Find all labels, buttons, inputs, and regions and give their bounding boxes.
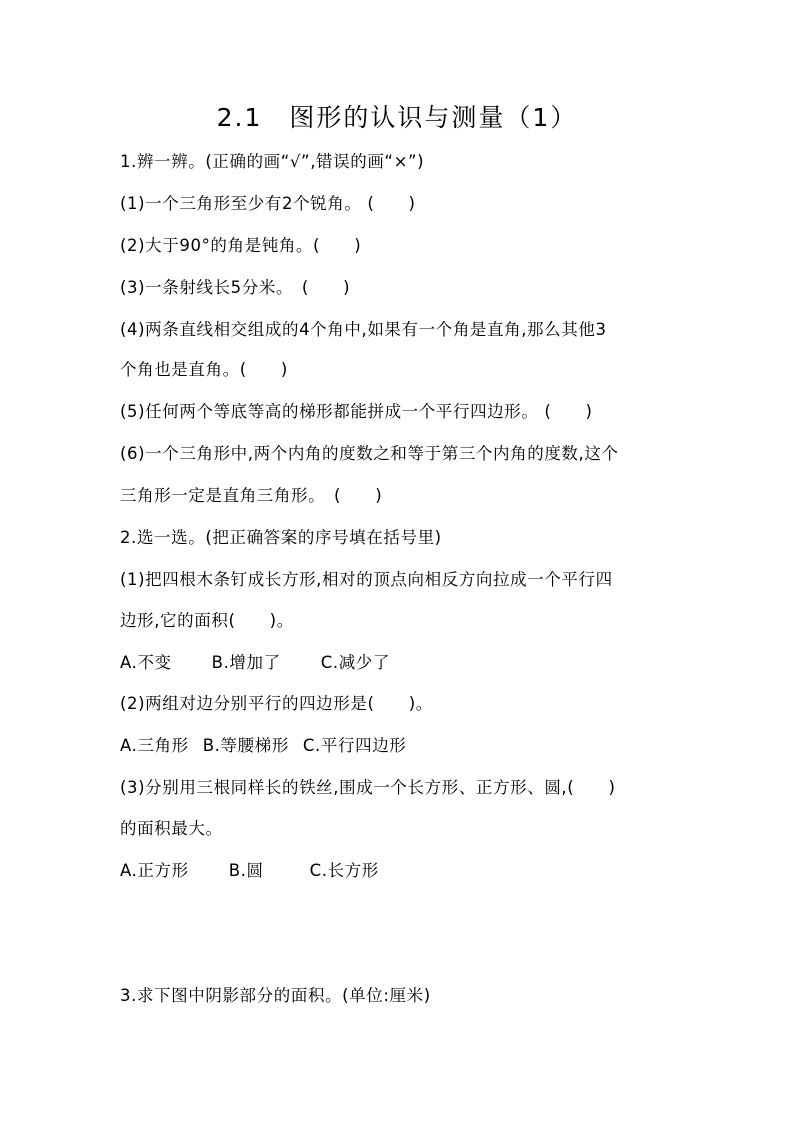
true-false-item-3: (3)一条射线长5分米。 ( ) xyxy=(120,278,351,297)
true-false-item-4-line2: 个角也是直角。( ) xyxy=(120,360,288,379)
choice-question-1-line1: (1)把四根木条钉成长方形,相对的顶点向相反方向拉成一个平行四 xyxy=(120,570,613,589)
choice-question-1-options xyxy=(120,649,680,673)
true-false-item-1: (1)一个三角形至少有2个锐角。 ( ) xyxy=(120,194,416,213)
option-b: B.圆 xyxy=(228,861,264,880)
option-c: C.平行四边形 xyxy=(302,736,407,755)
choice-question-3-options xyxy=(120,857,680,881)
option-a: A.不变 xyxy=(120,653,172,672)
true-false-item-2: (2)大于90°的角是钝角。( ) xyxy=(120,236,362,255)
option-b: B.增加了 xyxy=(211,653,281,672)
option-c: C.减少了 xyxy=(320,653,391,672)
section3-heading: 3.求下图中阴影部分的面积。(单位:厘米) xyxy=(120,986,431,1005)
choice-question-2: (2)两组对边分别平行的四边形是( )。 xyxy=(120,694,433,713)
option-c: C.长方形 xyxy=(309,861,379,880)
section2-heading: 2.选一选。(把正确答案的序号填在括号里) xyxy=(120,528,442,547)
choice-question-3-line2: 的面积最大。 xyxy=(120,819,223,838)
page-title: 2.1 图形的认识与测量（1） xyxy=(216,103,578,132)
true-false-item-4-line1: (4)两条直线相交组成的4个角中,如果有一个角是直角,那么其他3 xyxy=(120,320,607,339)
true-false-item-5: (5)任何两个等底等高的梯形都能拼成一个平行四边形。 ( ) xyxy=(120,402,593,421)
true-false-item-6-line1: (6)一个三角形中,两个内角的度数之和等于第三个内角的度数,这个 xyxy=(120,444,619,463)
choice-question-3-line1: (3)分别用三根同样长的铁丝,围成一个长方形、正方形、圆,( ) xyxy=(120,778,616,797)
option-a: A.三角形 xyxy=(120,736,189,755)
true-false-item-6-line2: 三角形一定是直角三角形。 ( ) xyxy=(120,486,383,505)
section1-heading: 1.辨一辨。(正确的画“√”,错误的画“×”) xyxy=(120,152,425,171)
choice-question-1-line2: 边形,它的面积( )。 xyxy=(120,611,294,630)
option-b: B.等腰梯形 xyxy=(202,736,289,755)
option-a: A.正方形 xyxy=(120,861,189,880)
choice-question-2-options xyxy=(120,732,680,756)
